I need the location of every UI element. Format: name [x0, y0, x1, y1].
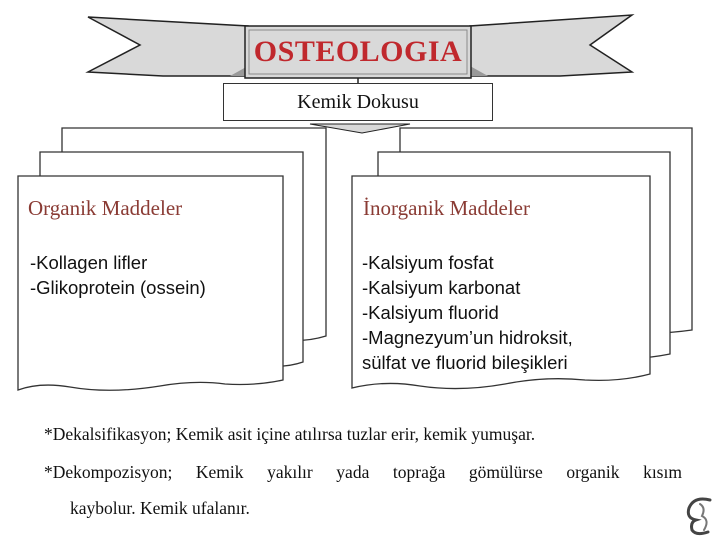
- organic-heading: Organik Maddeler: [28, 196, 183, 220]
- list-item: -Kollagen lifler: [30, 252, 148, 273]
- organic-list: [30, 250, 206, 300]
- list-item: -Kalsiyum fosfat: [362, 252, 494, 273]
- note-word: *Dekompozisyon;: [44, 462, 173, 482]
- page-title: OSTEOLOGIA: [253, 35, 463, 68]
- note-word: organik: [566, 462, 620, 482]
- note-decomposition-continued: kaybolur. Kemik ufalanır.: [70, 498, 250, 518]
- subtitle-text: Kemik Dokusu: [297, 90, 419, 113]
- note-word: yada: [336, 462, 370, 482]
- logo-icon: [680, 494, 718, 538]
- list-item: -Kalsiyum fluorid: [362, 302, 499, 323]
- list-item: sülfat ve fluorid bileşikleri: [362, 352, 568, 373]
- note-word: yakılır: [267, 462, 313, 482]
- note-decomposition: [44, 462, 682, 483]
- inorganic-list: [362, 250, 573, 375]
- list-item: -Magnezyum’un hidroksit,: [362, 327, 573, 348]
- list-item: -Kalsiyum karbonat: [362, 277, 521, 298]
- note-word: gömülürse: [468, 462, 543, 482]
- inorganic-heading: İnorganik Maddeler: [363, 196, 530, 220]
- note-word: kısım: [643, 462, 682, 482]
- note-word: toprağa: [392, 462, 446, 482]
- list-item: -Glikoprotein (ossein): [30, 277, 206, 298]
- note-decalcification: *Dekalsifikasyon; Kemik asit içine atılırsa tuzlar erir, kemik yumuşar.: [44, 424, 536, 444]
- note-word: Kemik: [195, 462, 244, 482]
